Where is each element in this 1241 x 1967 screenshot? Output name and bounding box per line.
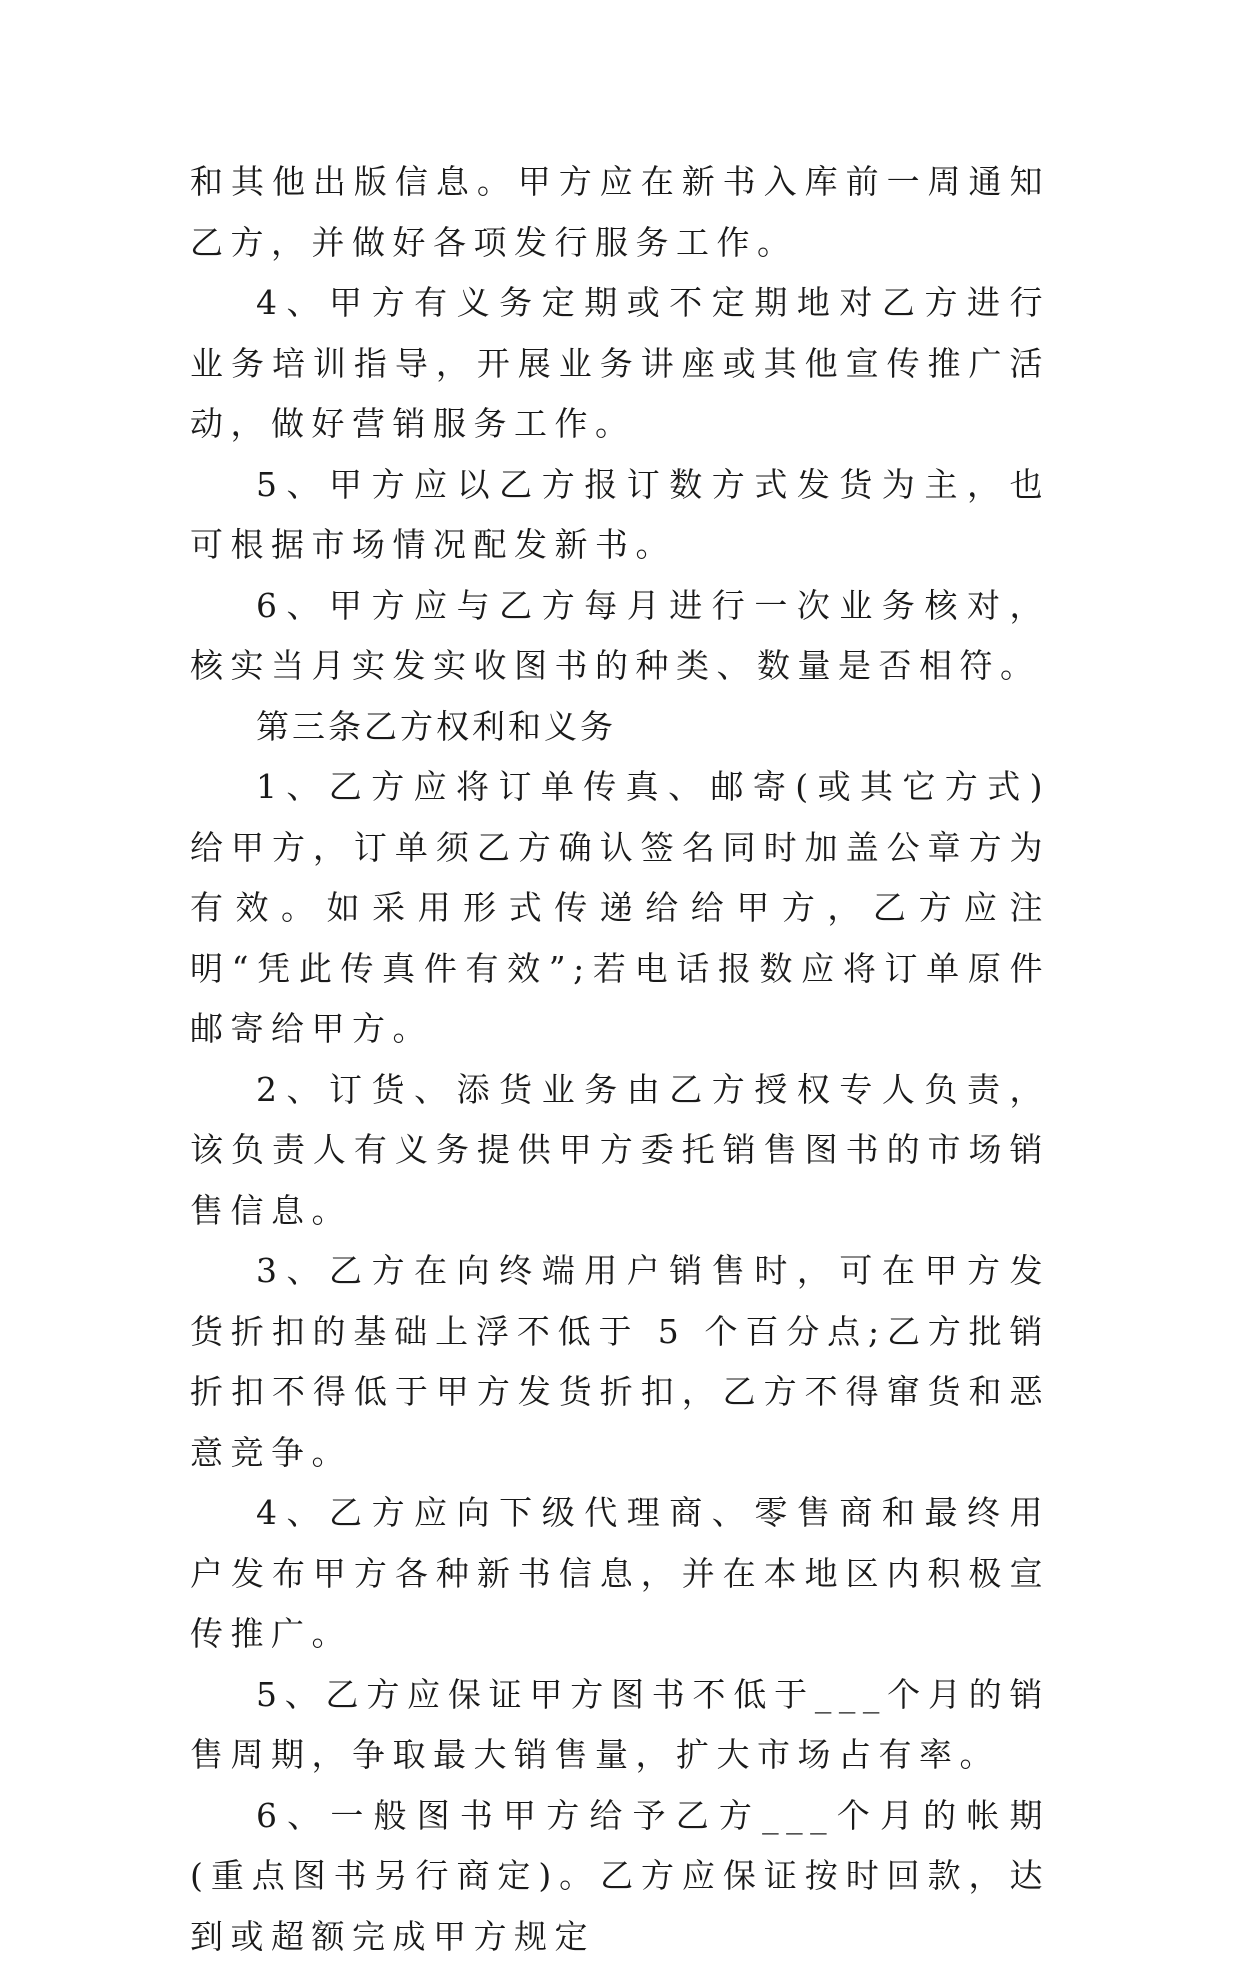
paragraph-clause-3-2: 2、订货、添货业务由乙方授权专人负责，该负责人有义务提供甲方委托销售图书的市场销售信息。	[190, 1060, 1050, 1242]
paragraph-clause-3-4: 4、乙方应向下级代理商、零售商和最终用户发布甲方各种新书信息，并在本地区内积极宣传推广。	[190, 1483, 1050, 1665]
paragraph-clause-3-1: 1、乙方应将订单传真、邮寄(或其它方式)给甲方，订单须乙方确认签名同时加盖公章方为有效。如采用形式传递给给甲方，乙方应注明“凭此传真件有效”;若电话报数应将订单原件邮寄给甲方。	[190, 757, 1050, 1060]
paragraph-clause-3-6: 6、一般图书甲方给予乙方___个月的帐期(重点图书另行商定)。乙方应保证按时回款，达到或超额完成甲方规定	[190, 1786, 1050, 1967]
section-heading-article-3: 第三条乙方权利和义务	[190, 697, 1050, 758]
paragraph-clause-2-4: 4、甲方有义务定期或不定期地对乙方进行业务培训指导，开展业务讲座或其他宣传推广活动，做好营销服务工作。	[190, 273, 1050, 455]
paragraph-clause-3-5: 5、乙方应保证甲方图书不低于___个月的销售周期，争取最大销售量，扩大市场占有率。	[190, 1665, 1050, 1786]
paragraph-clause-2-5: 5、甲方应以乙方报订数方式发货为主，也可根据市场情况配发新书。	[190, 455, 1050, 576]
paragraph-clause-2-6: 6、甲方应与乙方每月进行一次业务核对，核实当月实发实收图书的种类、数量是否相符。	[190, 576, 1050, 697]
document-body	[190, 152, 1050, 1967]
paragraph-clause-3-3: 3、乙方在向终端用户销售时，可在甲方发货折扣的基础上浮不低于 5 个百分点;乙方批销折扣不得低于甲方发货折扣，乙方不得窜货和恶意竞争。	[190, 1241, 1050, 1483]
paragraph-continuation: 和其他出版信息。甲方应在新书入库前一周通知乙方，并做好各项发行服务工作。	[190, 152, 1050, 273]
